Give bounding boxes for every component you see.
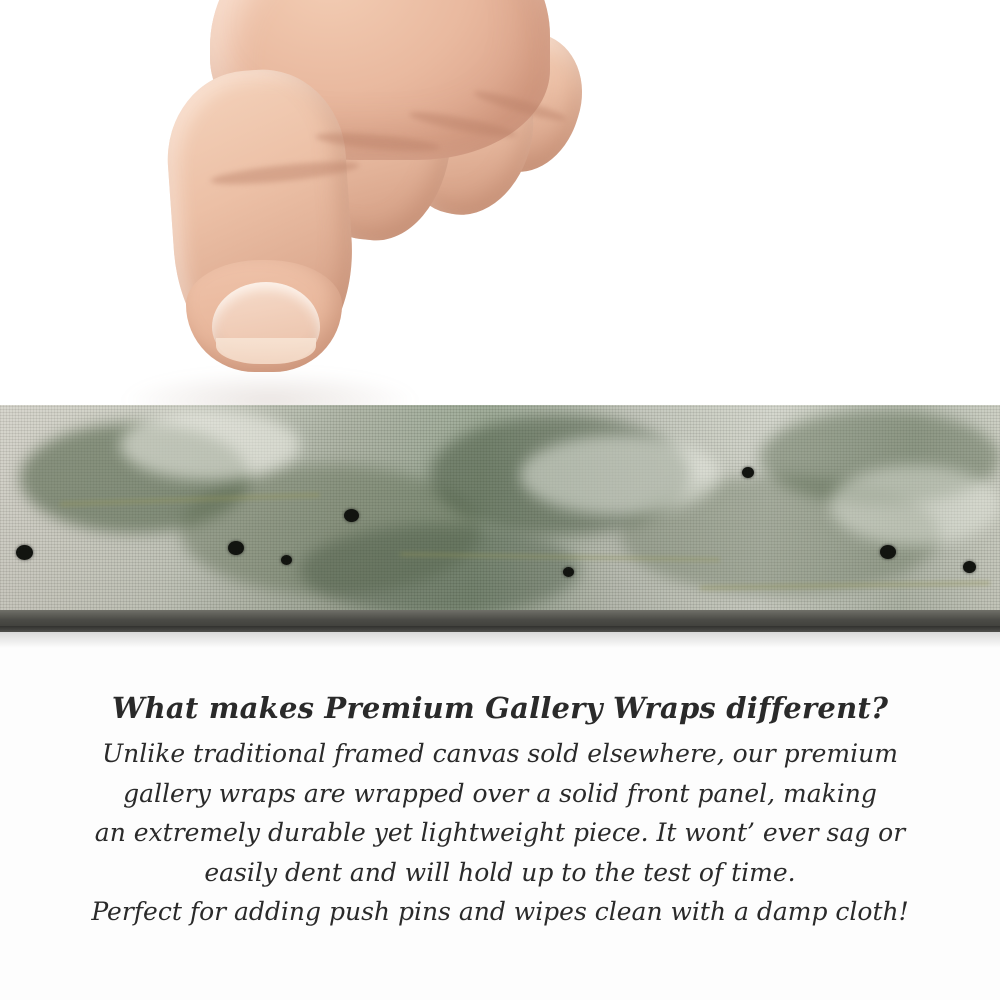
canvas-spot xyxy=(880,545,896,559)
canvas-spot xyxy=(963,561,976,573)
hand-pressing-canvas xyxy=(150,0,570,410)
canvas-texture-blotch xyxy=(300,525,580,615)
canvas-spot xyxy=(344,509,359,522)
canvas-spot xyxy=(281,555,292,565)
canvas-light-blotch xyxy=(120,410,300,480)
caption-line: easily dent and will hold up to the test of time. xyxy=(204,857,796,887)
canvas-spot xyxy=(742,467,754,478)
caption-block xyxy=(0,690,1000,932)
caption-title: What makes Premium Gallery Wraps different? xyxy=(111,691,889,725)
canvas-light-blotch xyxy=(830,465,1000,545)
caption-line: an extremely durable yet lightweight piece. It wont’ ever sag or xyxy=(94,818,906,848)
canvas-spot xyxy=(563,567,574,577)
canvas-wrap-edge xyxy=(0,405,1000,620)
hand-photo-area xyxy=(0,0,1000,410)
canvas-drop-shadow xyxy=(0,632,1000,648)
caption-body xyxy=(0,734,1000,932)
caption-line: Unlike traditional framed canvas sold elsewhere, our premium xyxy=(102,739,898,769)
canvas-spot xyxy=(16,545,33,560)
canvas-spot xyxy=(228,541,244,555)
caption-line: gallery wraps are wrapped over a solid front panel, making xyxy=(123,778,877,808)
canvas-light-blotch xyxy=(520,435,720,515)
canvas-bottom-edge xyxy=(0,610,1000,632)
caption-line: Perfect for adding push pins and wipes clean with a damp cloth! xyxy=(91,897,909,927)
